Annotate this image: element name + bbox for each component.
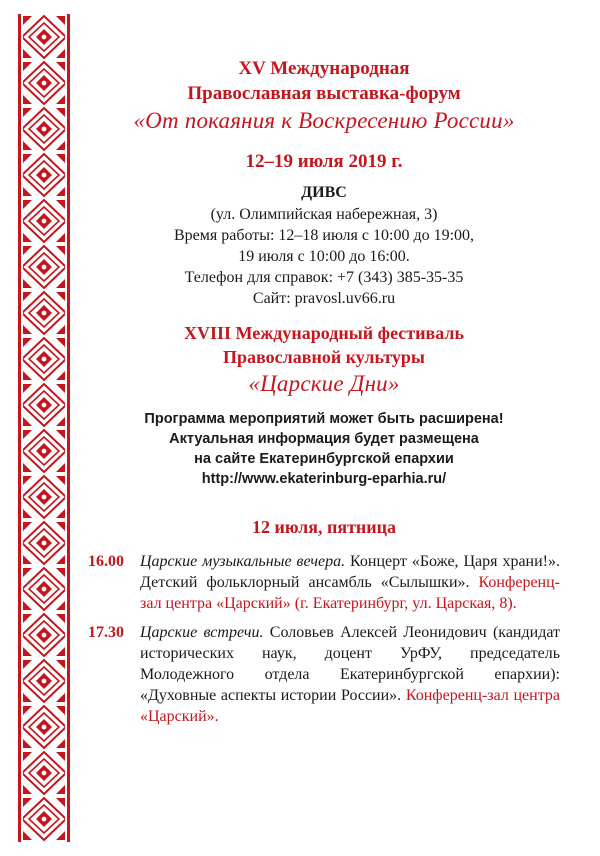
festival-title-line1: XVIII Международный фестиваль — [183, 323, 465, 343]
event-time: 17.30 — [88, 624, 124, 641]
notice-line1: Программа мероприятий может быть расширена! — [144, 411, 504, 427]
exhibition-title-line1: XV Международная — [238, 58, 410, 79]
venue-hours-line2: 19 июля с 10:00 до 16:00. — [238, 248, 410, 265]
exhibition-title-line2: Православная выставка-форум — [187, 83, 461, 104]
program-notice — [88, 409, 560, 489]
poster-content — [88, 56, 560, 727]
venue-name: ДИВС — [301, 184, 347, 201]
event-description — [140, 622, 560, 727]
venue-site: Сайт: pravosl.uv66.ru — [252, 290, 396, 307]
event-description — [140, 551, 560, 614]
event-item — [88, 551, 560, 614]
venue-hours-line1: Время работы: 12–18 июля с 10:00 до 19:00, — [173, 227, 475, 244]
exhibition-dates: 12–19 июля 2019 г. — [245, 151, 403, 172]
exhibition-motto: «От покаяния к Воскресению России» — [133, 108, 515, 133]
event-name: Царские встречи. — [140, 624, 264, 641]
event-item — [88, 622, 560, 727]
notice-line2: Актуальная информация будет размещена — [169, 431, 479, 447]
festival-title-line2: Православной культуры — [223, 347, 425, 367]
festival-name: «Царские Дни» — [248, 371, 400, 396]
venue-phone: Телефон для справок: +7 (343) 385-35-35 — [184, 269, 464, 286]
eparchy-website-link[interactable]: http://www.ekaterinburg-eparhia.ru/ — [201, 471, 447, 487]
event-place: Конференц-зал центра «Царский» (г. Екатеринбург, ул. Царская, 8). — [140, 574, 560, 612]
event-time: 16.00 — [88, 553, 124, 570]
event-text: Соловьев Алексей Леонидович (кандидат исторических наук, доцент УрФУ, председатель Молодежного отдела Екатеринбургской епархии): «Духовные аспекты истории России». — [140, 624, 561, 704]
event-name: Царские музыкальные вечера. — [140, 553, 346, 570]
ornamental-border — [18, 14, 70, 842]
event-place: Конференц-зал центра «Царский». — [140, 687, 560, 725]
day-title: 12 июля, пятница — [251, 517, 397, 537]
venue-address: (ул. Олимпийская набережная, 3) — [210, 206, 438, 223]
notice-line3: на сайте Екатеринбургской епархии — [194, 451, 454, 467]
event-text: Концерт «Боже, Царя храни!». Детский фольклорный ансамбль «Сылышки». — [140, 553, 560, 591]
